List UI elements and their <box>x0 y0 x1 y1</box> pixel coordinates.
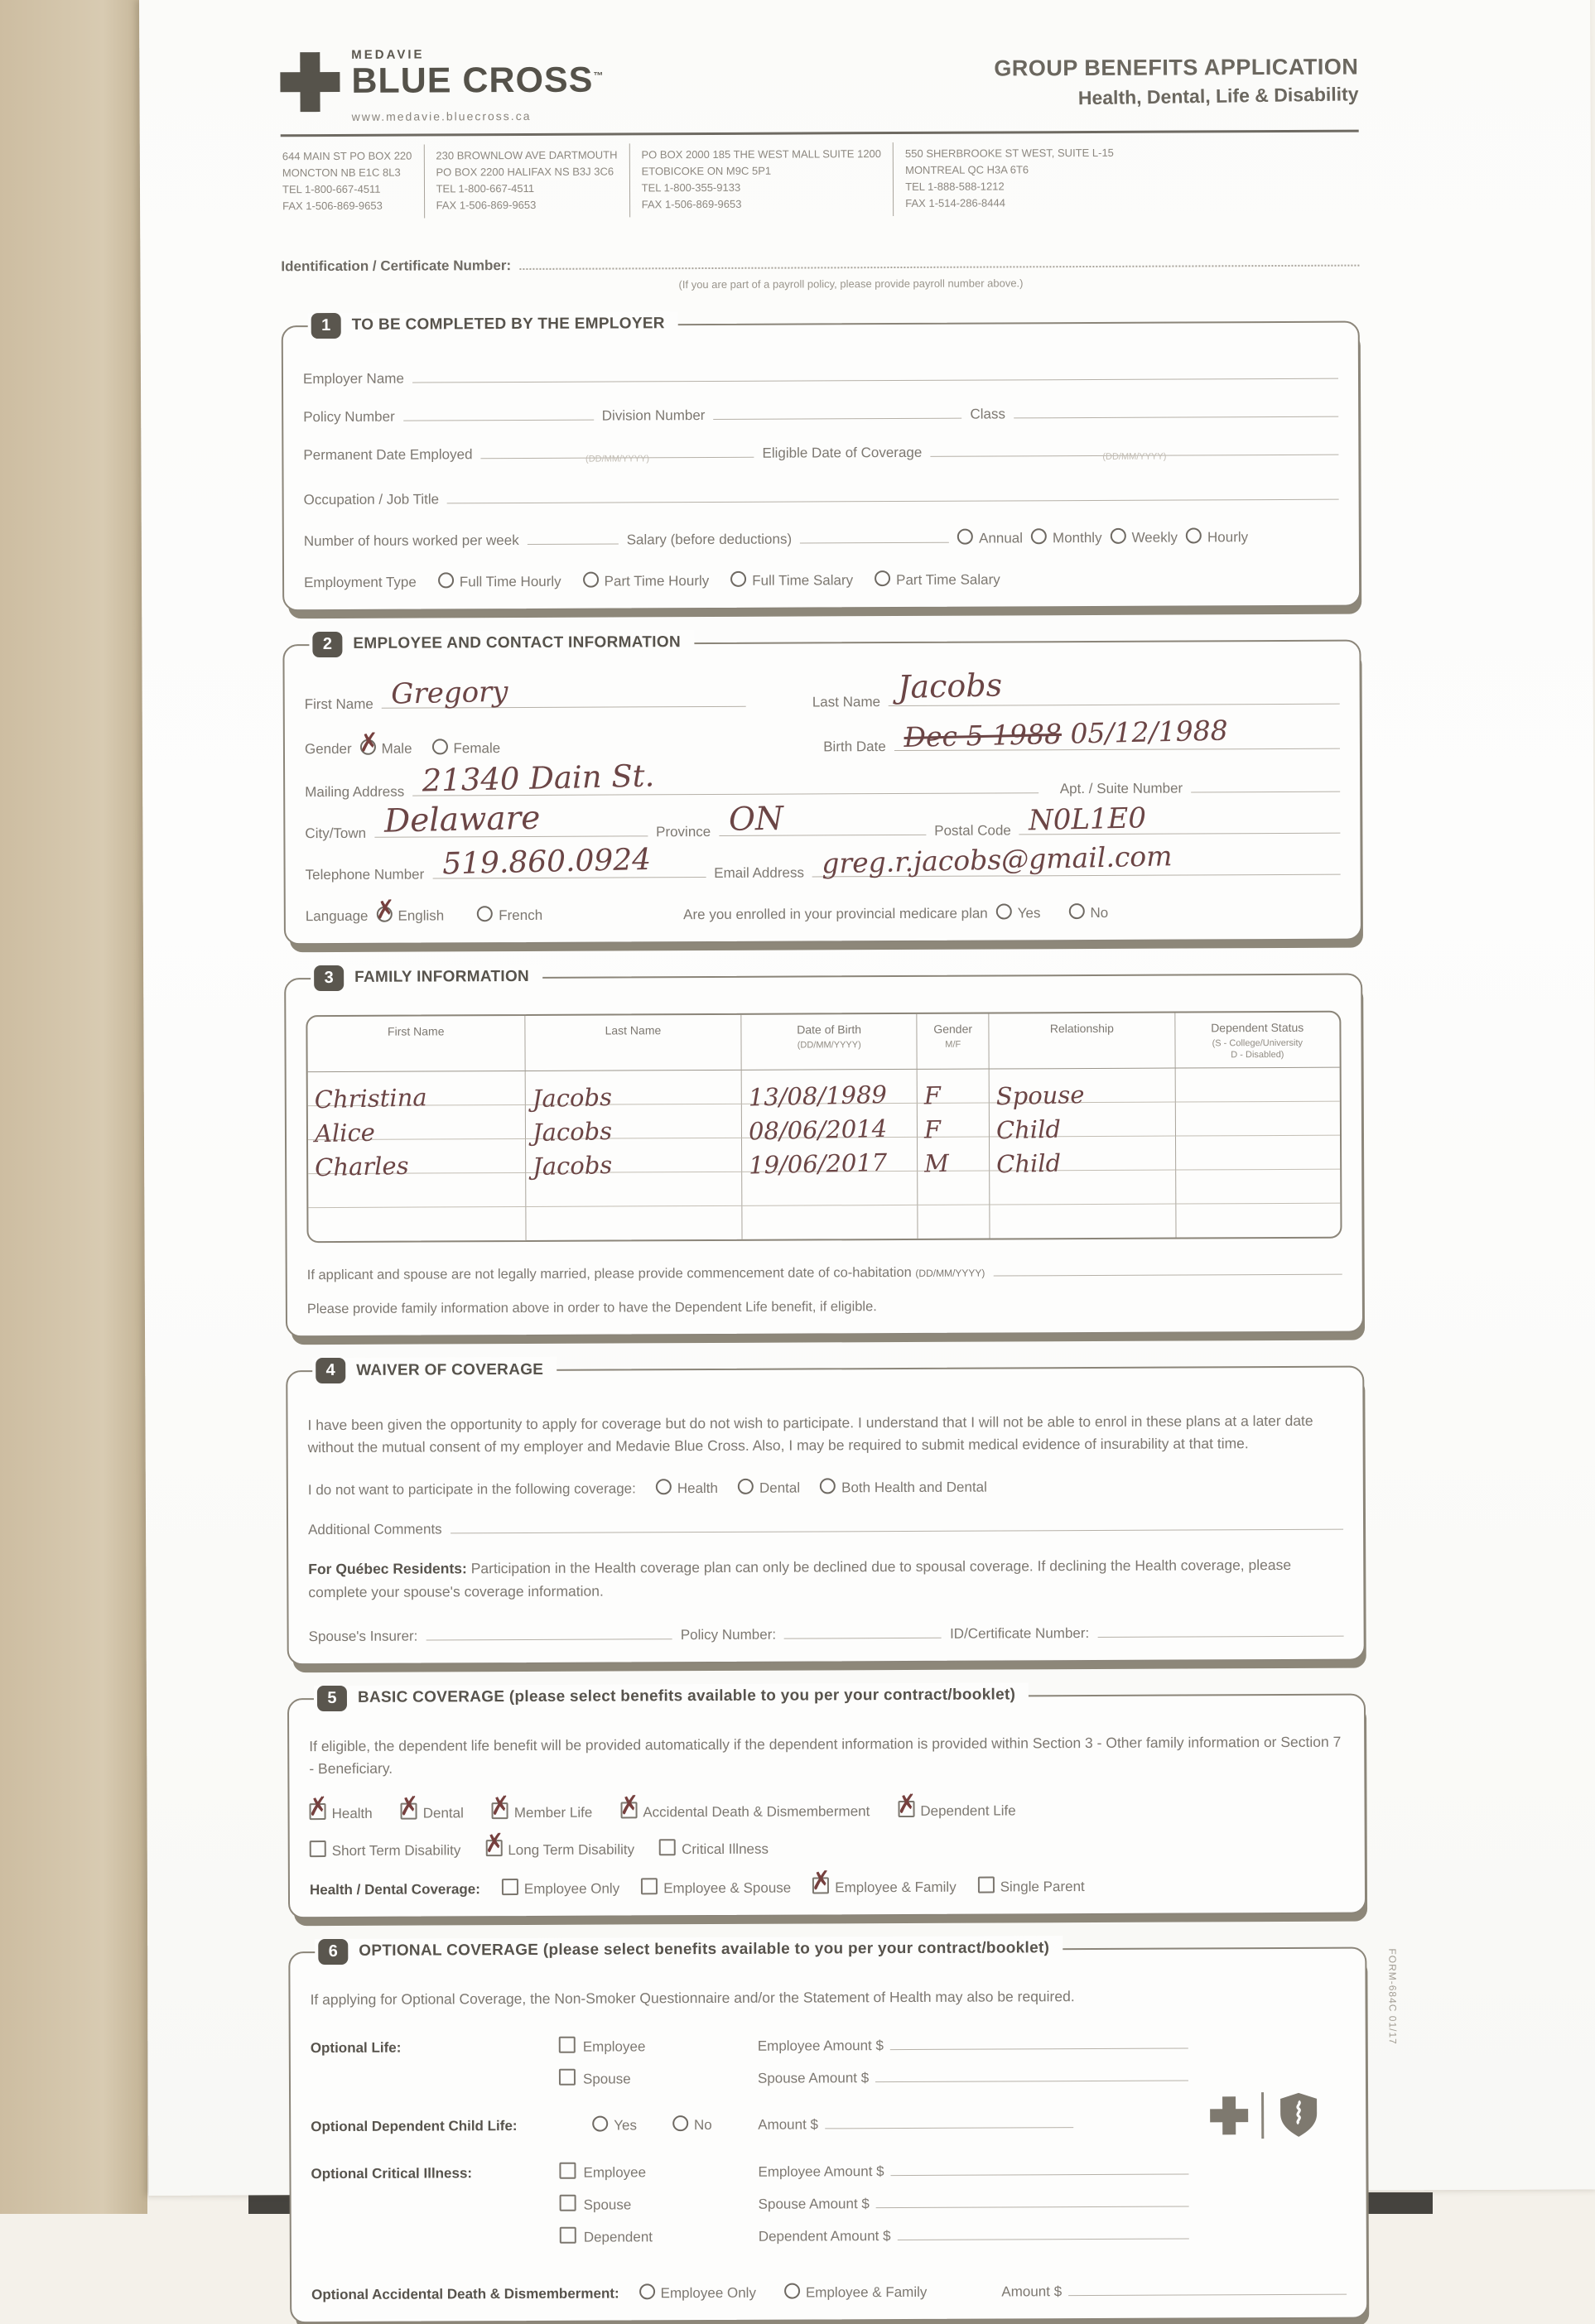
quebec-residents-note: For Québec Residents: Participation in the Health coverage plan can only be declined due to spousal coverage. If declining the Health coverage, please complete your spouse's coverage information. <box>308 1557 1292 1600</box>
critical-employee-checkbox[interactable] <box>559 2163 576 2179</box>
section-3-title: FAMILY INFORMATION <box>354 968 530 986</box>
city-field[interactable] <box>374 799 648 840</box>
single-parent-checkbox[interactable] <box>978 1876 995 1893</box>
medicare-no-radio[interactable] <box>1068 903 1084 919</box>
gender-female-option[interactable]: Female <box>431 737 500 757</box>
blue-cross-logo-icon <box>280 52 340 112</box>
eligible-date-label: Eligible Date of Coverage <box>762 444 923 461</box>
cell-gender: M <box>923 1148 950 1178</box>
trademark-symbol: ™ <box>593 70 605 82</box>
section-2-employee <box>282 633 1362 945</box>
spouse-amount-label: Spouse Amount $ <box>757 2070 870 2086</box>
optional-life-spouse-checkbox[interactable] <box>559 2069 576 2086</box>
salary-freq-annual[interactable]: Annual <box>957 527 1023 546</box>
province-label: Province <box>656 823 711 840</box>
waiver-id-label: ID/Certificate Number: <box>950 1624 1090 1642</box>
cell-dob: 08/06/2014 <box>748 1114 888 1146</box>
cell-gender: F <box>923 1081 942 1110</box>
full-time-hourly-radio[interactable] <box>438 572 454 588</box>
telephone-label: Telephone Number <box>305 866 425 883</box>
employer-name-field[interactable] <box>412 371 1338 383</box>
critical-dependent-checkbox[interactable] <box>560 2227 576 2244</box>
add-amount-label: Amount $ <box>1001 2283 1063 2300</box>
section-6-optional-coverage: 6 OPTIONAL COVERAGE (please select benefits available to you per your contract/booklet) If applying for Optional Coverage, the Non-Smoker Questionnaire and/or the Statement of Health may also be required. Optional Life: Employee Employee Amount $ Spouse Spouse Amount $ Optional Dependent Child Life: Yes No Amount $ Optional Critical Illness: Employee Employee Amount $ Spouse Spouse Amount $ Dependent Dependent Amount $ Optional Accidental Death & Dismemberment: Employee Only Employee & Family Amount $ <box>288 1946 1368 2323</box>
section-6-badge: 6 <box>318 1939 348 1965</box>
benefit-dependent-life[interactable]: ✗ Dependent Life <box>898 1798 1015 1820</box>
child-life-yes-radio[interactable] <box>592 2116 608 2132</box>
email-field[interactable] <box>812 839 1341 879</box>
form-code: FORM-684C 01/17 <box>1386 1948 1399 2045</box>
optional-life-employee-checkbox[interactable] <box>559 2037 576 2053</box>
email-handwriting: greg.r.jacobs@gmail.com <box>822 839 1173 879</box>
form-subtitle: Health, Dental, Life & Disability <box>1077 83 1359 109</box>
gender-male-option[interactable]: ✗ Male <box>360 737 412 757</box>
office-montreal: 550 SHERBROOKE ST WEST, SUITE L-15 MONTREAL QC H3A 6T6 TEL 1-888-588-1212 FAX 1-514-286-8444 <box>893 142 1125 216</box>
employment-type-label: Employment Type <box>304 574 417 590</box>
cell-first: Charles <box>314 1151 409 1182</box>
apt-suite-field[interactable] <box>1191 784 1340 792</box>
family-header-row <box>307 1012 1339 1072</box>
email-label: Email Address <box>714 864 804 881</box>
office-addresses <box>281 141 1359 219</box>
class-label: Class <box>970 406 1005 422</box>
employee-only-checkbox[interactable] <box>502 1879 518 1895</box>
col-dependent-status: Dependent Status (S - College/University D - Disabled) <box>1174 1012 1340 1068</box>
add-amount-field[interactable] <box>1068 2288 1347 2296</box>
add-employee-only-option[interactable]: Employee Only <box>639 2282 756 2302</box>
section-3-badge: 3 <box>314 965 344 990</box>
male-radio[interactable] <box>360 739 376 754</box>
col-last-name: Last Name <box>524 1014 741 1071</box>
first-name-field[interactable] <box>382 675 746 711</box>
col-dob: Date of Birth (DD/MM/YYYY) <box>741 1013 917 1071</box>
decline-health-radio[interactable] <box>656 1480 672 1495</box>
birth-date-label: Birth Date <box>823 738 886 754</box>
salary-freq-hourly[interactable]: Hourly <box>1186 526 1248 546</box>
employment-part-time-salary[interactable]: Part Time Salary <box>875 568 1000 589</box>
hourly-radio[interactable] <box>1186 527 1202 543</box>
brand-blue-cross: BLUE CROSS™ <box>351 60 605 101</box>
add-employee-only-radio[interactable] <box>639 2283 655 2299</box>
postal-code-label: Postal Code <box>934 821 1011 839</box>
language-label: Language <box>305 907 369 924</box>
optional-life-employee-amount-field[interactable] <box>890 2042 1188 2051</box>
medavie-blue-cross-logo <box>280 48 604 123</box>
medicare-question: Are you enrolled in your provincial medicare plan <box>683 905 988 922</box>
date-format-hint: (DD/MM/YYYY) <box>1102 451 1167 462</box>
add-checkbox[interactable] <box>620 1802 637 1818</box>
benefit-member-life[interactable]: ✗ Member Life <box>492 1801 593 1822</box>
female-radio[interactable] <box>431 739 447 754</box>
monthly-radio[interactable] <box>1031 528 1047 544</box>
salary-label: Salary (before deductions) <box>626 531 793 547</box>
optional-life-spouse-amount-field[interactable] <box>875 2074 1188 2083</box>
part-time-hourly-radio[interactable] <box>583 571 599 587</box>
decline-dental-option[interactable]: Dental <box>738 1477 800 1497</box>
cell-relationship: Spouse <box>995 1080 1086 1111</box>
language-english-option[interactable]: ✗ English <box>376 904 444 924</box>
std-checkbox[interactable] <box>310 1840 326 1857</box>
employee-family-checkbox[interactable] <box>812 1877 829 1893</box>
waiver-policy-field[interactable] <box>784 1630 942 1638</box>
salary-field[interactable] <box>800 535 949 543</box>
health-checkbox[interactable] <box>310 1803 326 1820</box>
section-1-badge: 1 <box>311 313 341 339</box>
child-life-no-option[interactable]: No <box>672 2114 712 2134</box>
col-gender: Gender M/F <box>916 1013 989 1070</box>
french-radio[interactable] <box>477 906 493 921</box>
apt-suite-label: Apt. / Suite Number <box>1059 780 1183 796</box>
city-label: City/Town <box>305 825 367 841</box>
first-name-label: First Name <box>304 695 373 712</box>
ltd-checkbox[interactable] <box>485 1840 502 1856</box>
critical-employee-amount-field[interactable] <box>891 2168 1189 2177</box>
cell-last: Jacobs <box>532 1083 612 1114</box>
cohabitation-note: If applicant and spouse are not legally married, please provide commencement date of co-habitation (DD/MM/YYYY) <box>306 1265 985 1283</box>
website-url: www.medavie.bluecross.ca <box>351 108 532 123</box>
mailing-address-handwriting: 21340 Dain St. <box>422 757 655 799</box>
optional-add-label: Optional Accidental Death & Dismemberment: <box>311 2285 619 2303</box>
division-number-field[interactable] <box>713 411 961 419</box>
benefit-add[interactable]: ✗ Accidental Death & Dismemberment <box>620 1799 870 1821</box>
decline-both-option[interactable]: Both Health and Dental <box>820 1476 987 1497</box>
family-row-1[interactable] <box>308 1068 1340 1106</box>
child-life-no-radio[interactable] <box>672 2115 688 2131</box>
salary-freq-monthly[interactable]: Monthly <box>1031 526 1102 546</box>
section-2-badge: 2 <box>312 631 342 657</box>
hours-field[interactable] <box>528 536 619 544</box>
family-row-2[interactable] <box>308 1102 1340 1140</box>
member-life-checkbox[interactable] <box>492 1802 508 1819</box>
birth-date-field[interactable] <box>894 714 1340 753</box>
full-time-salary-radio[interactable] <box>730 570 746 586</box>
critical-employee-amount-label: Employee Amount $ <box>758 2163 884 2180</box>
birth-date-handwriting: Dec 5 1988 05/12/1988 <box>903 714 1228 753</box>
cell-first: Christina <box>314 1083 427 1114</box>
employee-spouse-checkbox[interactable] <box>641 1878 658 1894</box>
decline-health-option[interactable]: Health <box>656 1477 718 1497</box>
health-dental-coverage-label: Health / Dental Coverage: <box>309 1881 480 1898</box>
medicare-yes-option[interactable]: Yes <box>996 902 1041 921</box>
section-3-family <box>284 968 1364 1337</box>
waiver-id-field[interactable] <box>1097 1629 1343 1637</box>
form-header <box>280 45 1358 123</box>
scan-background-edge <box>0 0 147 2214</box>
cell-dob: 13/08/1989 <box>748 1080 888 1112</box>
employment-full-time-hourly[interactable]: Full Time Hourly <box>438 570 561 590</box>
salary-freq-weekly[interactable]: Weekly <box>1110 526 1178 546</box>
header-divider <box>281 130 1359 137</box>
brand-medavie: MEDAVIE <box>351 47 425 62</box>
section-5-basic-coverage <box>287 1686 1366 1918</box>
cell-last: Jacobs <box>532 1151 613 1181</box>
family-row-3[interactable] <box>308 1136 1340 1174</box>
family-row-5[interactable] <box>308 1204 1340 1241</box>
last-name-handwriting: Jacobs <box>898 666 1003 705</box>
scanned-form-page <box>139 0 1595 2303</box>
office-dartmouth: 230 BROWNLOW AVE DARTMOUTH PO BOX 2200 HALIFAX NS B3J 3C6 TEL 1-800-667-4511 FAX 1-506-869-9653 <box>423 143 629 218</box>
payroll-note: (If you are part of a payroll policy, please provide payroll number above.) <box>678 276 1024 291</box>
spouse-insurer-field[interactable] <box>426 1632 672 1640</box>
blue-cross-footer-icon <box>1210 2096 1248 2134</box>
section-4-waiver <box>286 1360 1366 1665</box>
benefit-ltd[interactable]: ✗ Long Term Disability <box>485 1837 634 1859</box>
section-1-employer <box>282 315 1361 611</box>
section-5-badge: 5 <box>317 1686 347 1711</box>
optional-critical-illness-label: Optional Critical Illness: <box>311 2165 473 2182</box>
coverage-single-parent[interactable]: Single Parent <box>978 1874 1085 1896</box>
dental-checkbox[interactable] <box>401 1802 417 1819</box>
annual-radio[interactable] <box>957 528 973 544</box>
occupation-label: Occupation / Job Title <box>303 490 440 508</box>
cell-dob: 19/06/2017 <box>749 1148 888 1180</box>
mailing-address-field[interactable] <box>412 757 1038 799</box>
hours-label: Number of hours worked per week <box>303 532 519 549</box>
add-employee-family-radio[interactable] <box>784 2283 800 2299</box>
office-etobicoke: PO BOX 2000 185 THE WEST MALL SUITE 1200 ETOBICOKE ON M9C 5P1 TEL 1-800-355-9133 FAX 1-506-869-9653 <box>629 142 893 217</box>
critical-spouse-checkbox[interactable] <box>560 2195 576 2211</box>
family-table <box>306 1010 1342 1243</box>
waiver-paragraph: I have been given the opportunity to apply for coverage but do not wish to participate. I understand that I will not be able to enrol in these plans at a later date without the mutual consent of my employer and Medavie Blue Cross. Also, I may be required to submit medical evidence of insurability at that time. <box>307 1412 1313 1456</box>
additional-comments-field[interactable] <box>451 1523 1343 1534</box>
dependent-life-checkbox[interactable] <box>898 1801 914 1817</box>
employment-part-time-hourly[interactable]: Part Time Hourly <box>583 570 710 590</box>
part-time-salary-radio[interactable] <box>875 570 890 586</box>
additional-comments-label: Additional Comments <box>308 1521 442 1538</box>
child-life-amount-label: Amount $ <box>758 2116 819 2133</box>
benefit-critical-illness[interactable]: Critical Illness <box>659 1837 769 1859</box>
dependent-life-note: Please provide family information above in order to have the Dependent Life benefit, if eligible. <box>306 1299 877 1317</box>
english-radio[interactable] <box>376 906 392 921</box>
date-format-hint: (DD/MM/YYYY) <box>585 453 650 464</box>
benefit-std[interactable]: Short Term Disability <box>310 1838 461 1860</box>
identification-block <box>281 253 1359 292</box>
footer-divider <box>1261 2092 1264 2139</box>
cell-relationship: Child <box>995 1114 1062 1145</box>
cohabitation-date-field[interactable] <box>993 1268 1342 1277</box>
cell-first: Alice <box>314 1118 376 1148</box>
child-life-yes-option[interactable]: Yes <box>592 2114 637 2134</box>
policy-number-field[interactable] <box>403 412 594 421</box>
coverage-employee-spouse[interactable]: Employee & Spouse <box>641 1875 791 1897</box>
last-name-label: Last Name <box>812 693 881 710</box>
form-title: GROUP BENEFITS APPLICATION <box>994 54 1359 81</box>
decline-label: I do not want to participate in the following coverage: <box>307 1480 636 1499</box>
employment-full-time-salary[interactable]: Full Time Salary <box>730 569 853 589</box>
permanent-date-field[interactable] <box>480 450 754 464</box>
city-handwriting: Delaware <box>383 799 541 840</box>
critical-dependent-amount-field[interactable] <box>898 2232 1189 2241</box>
family-row-4[interactable] <box>308 1170 1340 1208</box>
section-1-title: TO BE COMPLETED BY THE EMPLOYER <box>351 315 665 334</box>
decline-dental-radio[interactable] <box>738 1479 754 1494</box>
office-moncton: 644 MAIN ST PO BOX 220 MONCTON NB E1C 8L3 TEL 1-800-667-4511 FAX 1-506-869-9653 <box>282 149 412 213</box>
weekly-radio[interactable] <box>1110 527 1125 543</box>
section-2-title: EMPLOYEE AND CONTACT INFORMATION <box>353 633 682 652</box>
section-5-title: BASIC COVERAGE (please select benefits available to you per your contract/booklet) <box>357 1686 1016 1707</box>
optional-coverage-intro: If applying for Optional Coverage, the Non-Smoker Questionnaire and/or the Statement of Health may also be required. <box>310 1988 1075 2009</box>
cell-relationship: Child <box>996 1148 1062 1179</box>
employee-amount-label: Employee Amount $ <box>757 2038 884 2054</box>
coverage-employee-only[interactable]: Employee Only <box>502 1876 619 1898</box>
waiver-policy-label: Policy Number: <box>680 1626 777 1643</box>
identification-label: Identification / Certificate Number: <box>281 257 512 274</box>
critical-spouse-amount-field[interactable] <box>876 2200 1189 2209</box>
critical-dependent-amount-label: Dependent Amount $ <box>758 2228 891 2245</box>
province-field[interactable] <box>719 800 926 839</box>
permanent-date-label: Permanent Date Employed <box>303 445 473 463</box>
section-4-title: WAIVER OF COVERAGE <box>356 1360 544 1379</box>
occupation-field[interactable] <box>447 492 1339 503</box>
gender-label: Gender <box>304 740 352 757</box>
optional-life-label: Optional Life: <box>310 2039 402 2057</box>
medicare-yes-radio[interactable] <box>996 903 1012 919</box>
decline-both-radio[interactable] <box>820 1479 836 1494</box>
language-french-option[interactable]: French <box>477 903 542 923</box>
telephone-handwriting: 519.860.0924 <box>441 842 652 881</box>
mailing-address-label: Mailing Address <box>305 783 405 800</box>
employer-name-label: Employer Name <box>302 370 404 387</box>
col-relationship: Relationship <box>989 1013 1175 1070</box>
benefit-health[interactable]: ✗ Health <box>309 1802 372 1822</box>
spouse-insurer-label: Spouse's Insurer: <box>308 1628 418 1644</box>
blue-shield-footer-icon <box>1277 2091 1320 2139</box>
critical-illness-checkbox[interactable] <box>659 1839 676 1855</box>
first-name-handwriting: Gregory <box>391 675 509 711</box>
optional-child-life-label: Optional Dependent Child Life: <box>311 2118 518 2135</box>
footer-logos <box>1210 2091 1320 2140</box>
class-field[interactable] <box>1014 409 1338 418</box>
section-4-badge: 4 <box>316 1358 345 1383</box>
basic-coverage-intro: If eligible, the dependent life benefit will be provided automatically if the dependent information is provided within Section 3 - Other family information or Section 7 - Beneficiary. <box>309 1733 1342 1777</box>
section-6-title: OPTIONAL COVERAGE (please select benefits available to you per your contract/booklet) <box>359 1939 1050 1961</box>
medicare-no-option[interactable]: No <box>1068 901 1108 921</box>
postal-code-handwriting: N0L1E0 <box>1029 801 1147 837</box>
critical-spouse-amount-label: Spouse Amount $ <box>758 2196 870 2212</box>
province-handwriting: ON <box>728 800 784 839</box>
col-first-name: First Name <box>307 1016 524 1073</box>
add-employee-family-option[interactable]: Employee & Family <box>784 2281 928 2302</box>
cell-last: Jacobs <box>532 1117 613 1148</box>
identification-number-field[interactable] <box>519 257 1359 269</box>
child-life-amount-field[interactable] <box>825 2120 1073 2129</box>
benefit-dental[interactable]: ✗ Dental <box>401 1801 464 1821</box>
policy-number-label: Policy Number <box>303 408 395 425</box>
postal-code-field[interactable] <box>1019 801 1341 837</box>
last-name-field[interactable] <box>889 666 1340 705</box>
cell-gender: F <box>923 1115 942 1144</box>
telephone-field[interactable] <box>432 842 706 881</box>
division-number-label: Division Number <box>601 407 706 424</box>
eligible-date-field[interactable] <box>930 447 1338 462</box>
coverage-employee-family[interactable]: ✗ Employee & Family <box>812 1875 957 1897</box>
